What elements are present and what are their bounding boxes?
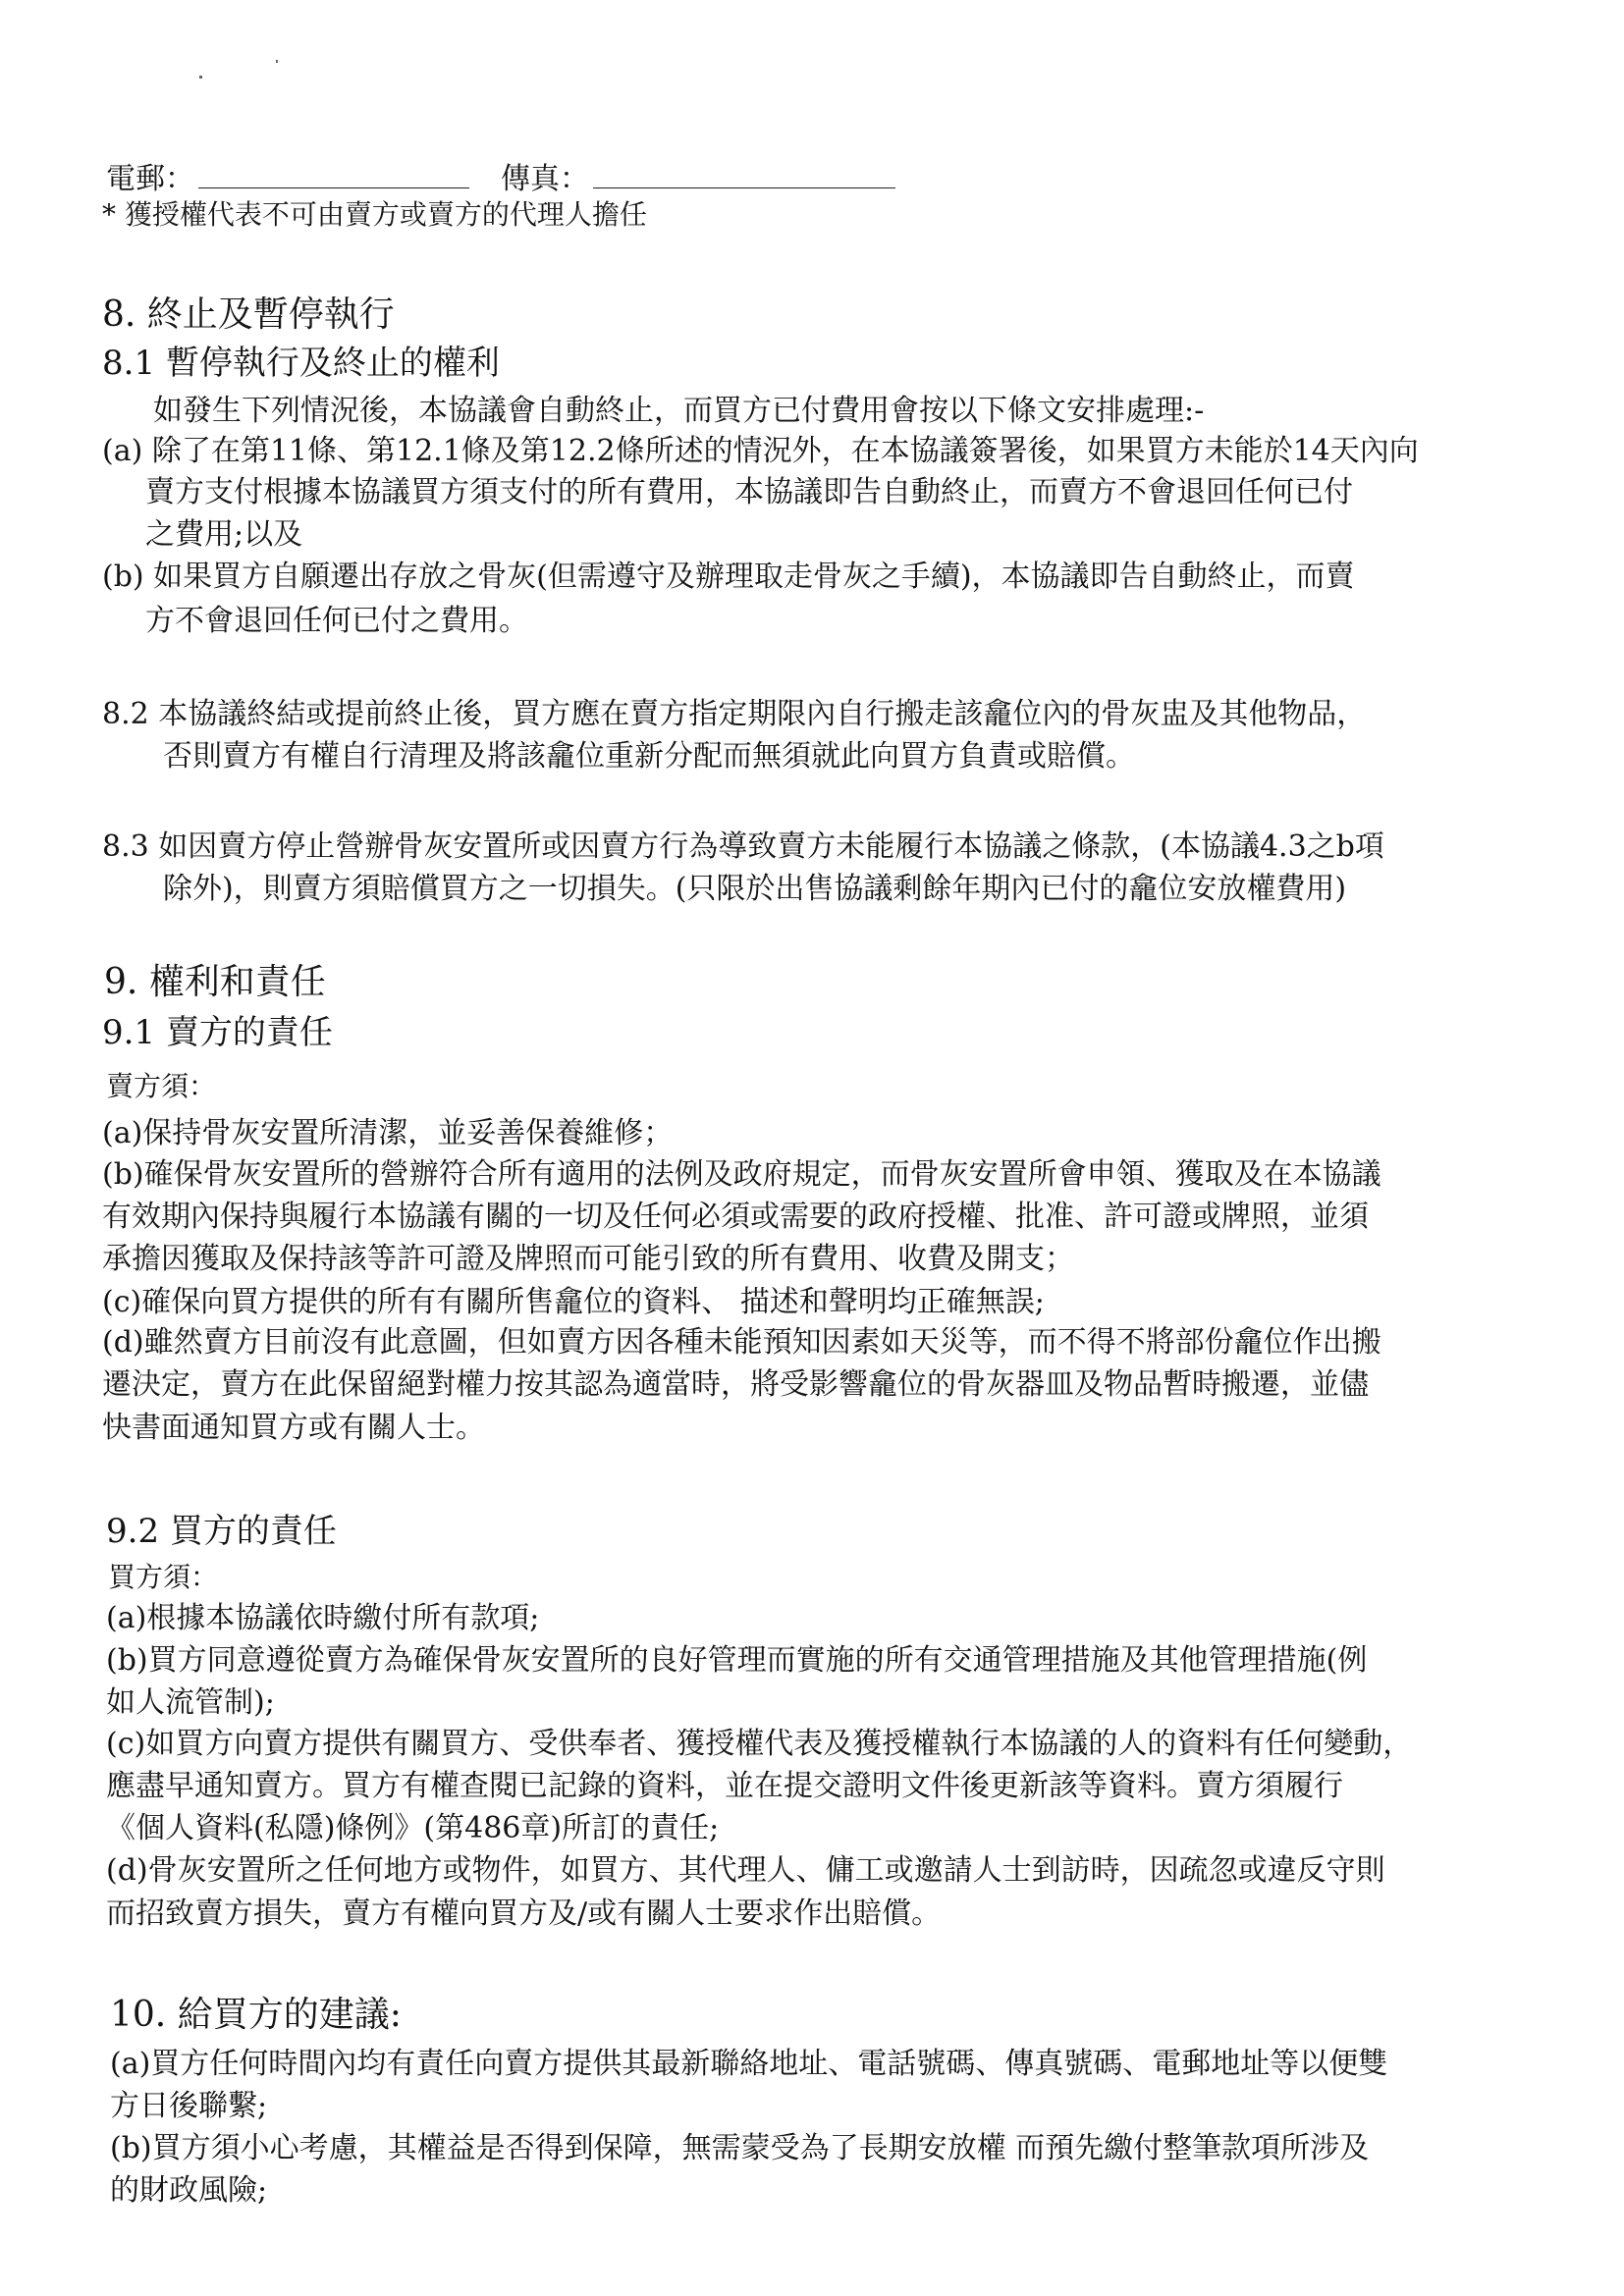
clause-9-2-c: 《個人資料(私隱)條例》(第486章)所訂的責任;	[106, 1811, 720, 1845]
section-9-heading: 9. 權利和責任	[104, 962, 326, 1002]
clause-9-1-c: (c)確保向買方提供的所有有關所售龕位的資料、 描述和聲明均正確無誤;	[102, 1285, 1045, 1319]
clause-9-2-c: 應盡早通知賣方。買方有權查閱已記錄的資料，並在提交證明文件後更新該等資料。賣方須履行	[106, 1769, 1343, 1803]
fax-blank	[593, 162, 895, 188]
representative-note: * 獲授權代表不可由賣方或賣方的代理人擔任	[102, 198, 647, 231]
clause-10-a: (a)買方任何時間內均有責任向賣方提供其最新聯絡地址、電話號碼、傳真號碼、電郵地址等以便雙	[110, 2047, 1388, 2081]
clause-9-1-d: 遷決定，賣方在此保留絕對權力按其認為適當時，將受影響龕位的骨灰器皿及物品暫時搬遷，並儘	[102, 1367, 1369, 1402]
clause-9-2-b: (b)買方同意遵從賣方為確保骨灰安置所的良好管理而實施的所有交通管理措施及其他管理措施(例	[106, 1643, 1368, 1678]
clause-8-2: 8.2 本協議終結或提前終止後，買方應在賣方指定期限內自行搬走該龕位內的骨灰盅及其他物品，	[102, 697, 1367, 731]
clause-9-1-a: (a)保持骨灰安置所清潔，並妥善保養維修；	[102, 1116, 674, 1150]
clause-8-3: 8.3 如因賣方停止營辦骨灰安置所或因賣方行為導致賣方未能履行本協議之條款，(本協議4.3之b項	[102, 829, 1384, 864]
clause-10-a: 方日後聯繫;	[110, 2089, 268, 2123]
clause-9-2-b: 如人流管制);	[106, 1685, 275, 1720]
clause-8-2: 否則賣方有權自行清理及將該龕位重新分配而無須就此向買方負責或賠償。	[163, 739, 1135, 774]
clause-8-1-a: 賣方支付根據本協議買方須支付的所有費用，本協議即告自動終止，而賣方不會退回任何已付	[145, 475, 1353, 509]
email-label: 電郵：	[106, 162, 194, 196]
clause-9-1-b: (b)確保骨灰安置所的營辦符合所有適用的法例及政府規定，而骨灰安置所會申領、獲取及在本協議	[102, 1157, 1381, 1192]
clause-8-1-a: (a) 除了在第11條、第12.1條及第12.2條所述的情況外，在本協議簽署後，如果買方未能於14天內向	[102, 434, 1419, 468]
clause-9-1-b: 承擔因獲取及保持該等許可證及牌照而可能引致的所有費用、收費及開支；	[102, 1242, 1074, 1276]
fax-label: 傳真：	[501, 162, 589, 196]
section-9-2-heading: 9.2 買方的責任	[106, 1512, 337, 1551]
contact-line	[106, 162, 927, 194]
clause-9-2-c: (c)如買方向賣方提供有關買方、受供奉者、獲授權代表及獲授權執行本協議的人的資料有任何變動，	[106, 1727, 1413, 1761]
scan-speck	[199, 76, 202, 79]
clause-8-3: 除外)，則賣方須賠償買方之一切損失。(只限於出售協議剩餘年期內已付的龕位安放權費用)	[163, 872, 1347, 906]
section-9-2-intro: 買方須：	[108, 1561, 219, 1593]
clause-9-2-d: (d)骨灰安置所之任何地方或物件，如買方、其代理人、傭工或邀請人士到訪時，因疏忽或違反守則	[106, 1853, 1385, 1888]
clause-10-b: 的財政風險;	[110, 2173, 268, 2208]
clause-9-2-d: 而招致賣方損失，賣方有權向買方及/或有關人士要求作出賠償。	[106, 1896, 942, 1931]
section-10-heading: 10. 給買方的建議:	[110, 1995, 402, 2035]
clause-8-1-a: 之費用;以及	[145, 517, 303, 552]
section-8-1-intro: 如發生下列情況後，本協議會自動終止，而買方已付費用會按以下條文安排處理:-	[153, 394, 1205, 428]
clause-9-2-a: (a)根據本協議依時繳付所有款項;	[106, 1601, 540, 1635]
clause-8-1-b: (b) 如果買方自願遷出存放之骨灰(但需遵守及辦理取走骨灰之手續)，本協議即告自動終止，而賣	[102, 560, 1355, 594]
section-8-heading: 8. 終止及暫停執行	[102, 294, 395, 335]
clause-9-1-d: 快書面通知買方或有關人士。	[102, 1411, 485, 1445]
section-8-1-heading: 8.1 暫停執行及終止的權利	[102, 344, 500, 383]
scan-speck	[276, 60, 278, 63]
clause-9-1-d: (d)雖然賣方目前沒有此意圖，但如賣方因各種未能預知因素如天災等，而不得不將部份龕位作出搬	[102, 1325, 1381, 1360]
clause-9-1-b: 有效期內保持與履行本協議有關的一切及任何必須或需要的政府授權、批准、許可證或牌照，並須	[102, 1200, 1369, 1234]
clause-10-b: (b)買方須小心考慮，其權益是否得到保障，無需蒙受為了長期安放權 而預先繳付整筆款項所涉及	[110, 2131, 1370, 2165]
section-9-1-intro: 賣方須：	[106, 1070, 217, 1102]
email-blank	[198, 162, 469, 188]
clause-8-1-b: 方不會退回任何已付之費用。	[145, 604, 528, 638]
section-9-1-heading: 9.1 賣方的責任	[102, 1013, 333, 1052]
